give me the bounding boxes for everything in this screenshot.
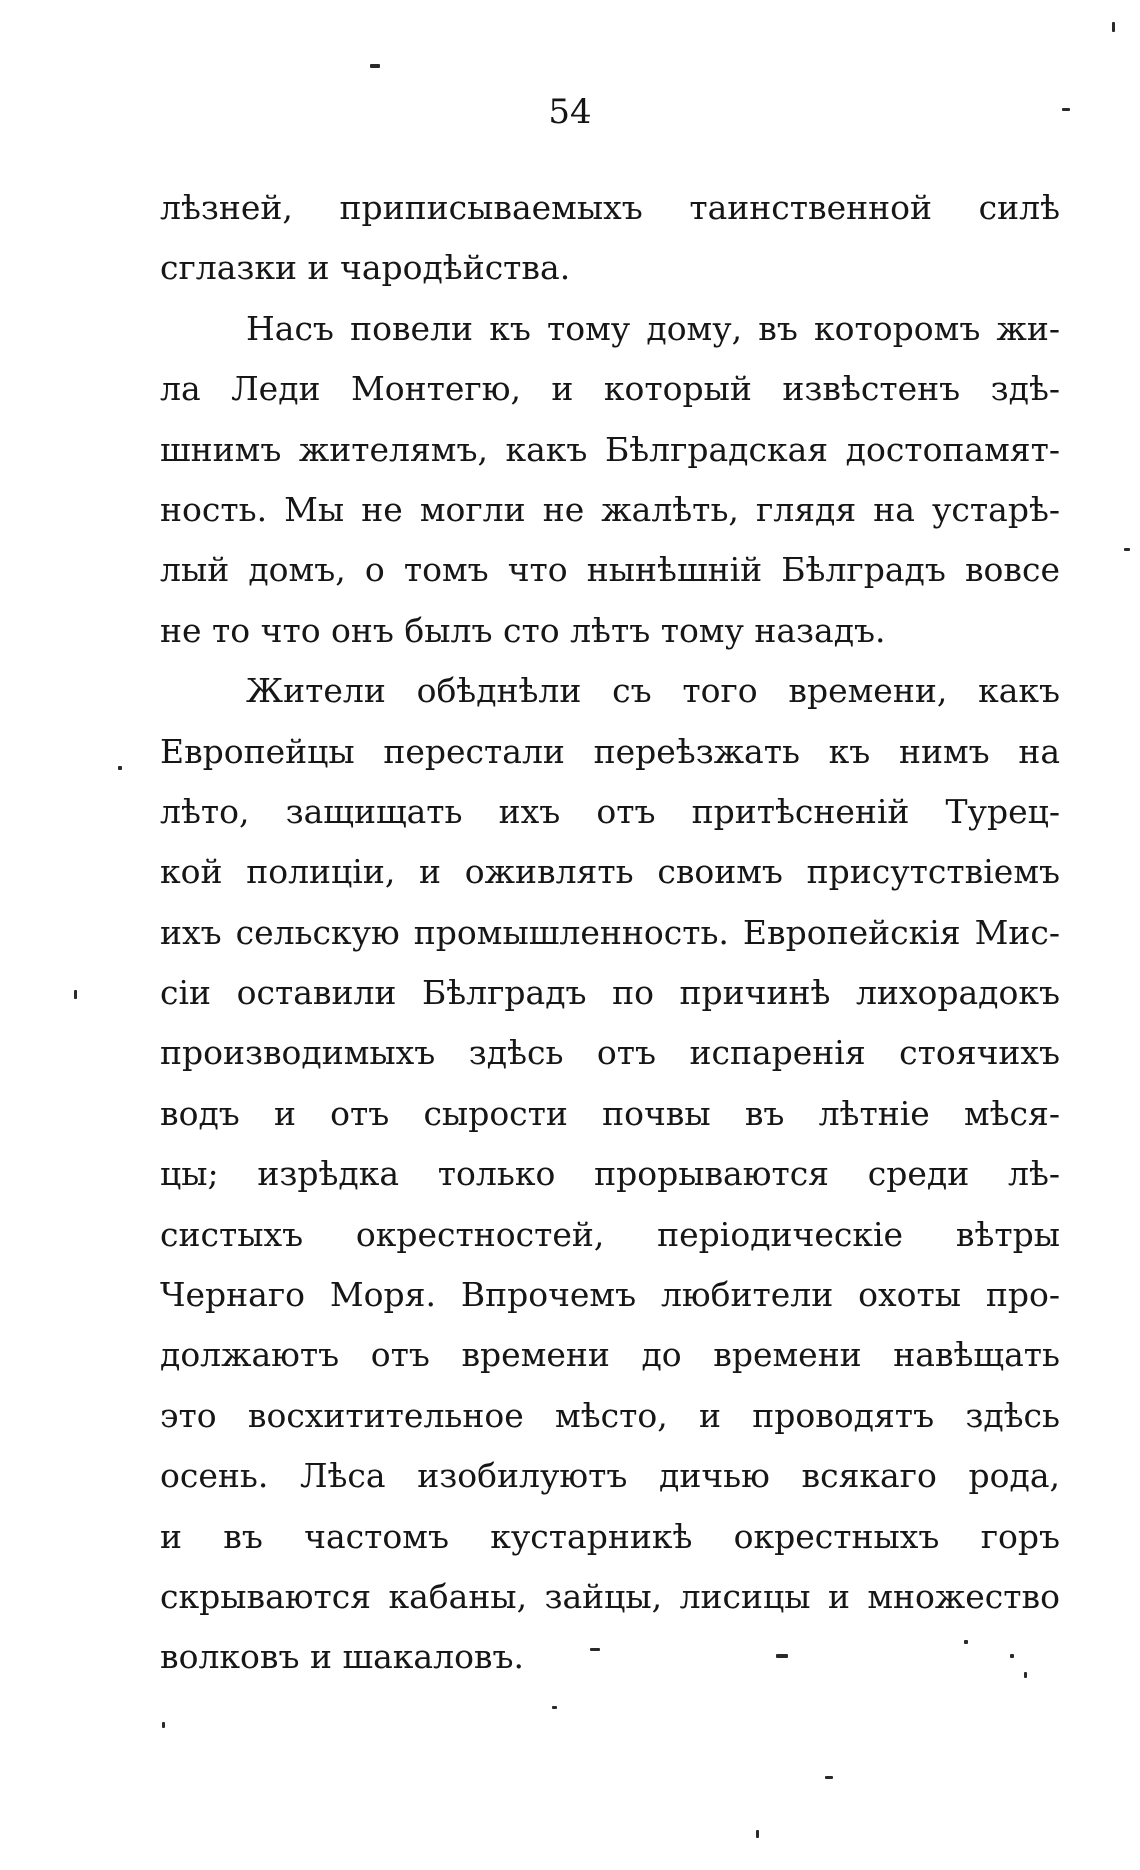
text-line: лѣто, защищать ихъ отъ притѣсненій Турец- [160,791,1060,831]
text-line: ла Леди Монтегю, и который извѣстенъ здѣ- [160,369,1060,409]
scan-speck [1112,22,1115,32]
text-line: кой полиціи, и оживлять своимъ присутствіемъ [160,852,1060,892]
text-line: Жители обѣднѣли съ того времени, какъ [246,671,1060,711]
scan-speck [552,1706,557,1709]
text-line: Чернаго Моря. Впрочемъ любители охоты про- [160,1275,1060,1315]
text-line: сглазки и чародѣйства. [160,248,571,288]
text-line: не то что онъ былъ сто лѣтъ тому назадъ. [160,610,886,650]
scan-speck [776,1654,788,1658]
text-line: осень. Лѣса изобилуютъ дичью всякаго рода, [160,1456,1060,1496]
scan-speck [162,1722,165,1728]
scan-speck [370,64,380,68]
text-line: лѣзней, приписываемыхъ таинственной силѣ [160,188,1060,227]
text-line: и въ частомъ кустарникѣ окрестныхъ горъ [160,1516,1060,1556]
text-line: Европейцы перестали переѣзжать къ нимъ на [160,731,1060,771]
scan-speck [964,1640,968,1644]
text-line: цы; изрѣдка только прорываются среди лѣ- [160,1154,1060,1194]
scan-speck [1124,548,1130,551]
scan-speck [590,1648,600,1651]
scan-speck [118,766,122,770]
text-line: волковъ и шакаловъ. [160,1637,524,1677]
page-number: 54 [548,92,592,132]
text-line: сіи оставили Бѣлградъ по причинѣ лихорадокъ [160,973,1060,1013]
scan-speck [756,1830,759,1838]
text-line: должаютъ отъ времени до времени навѣщать [160,1335,1060,1375]
text-line: это восхитительное мѣсто, и проводятъ здѣсь [160,1395,1060,1435]
scan-speck [1024,1672,1027,1678]
text-line: ихъ сельскую промышленность. Европейскія Мис- [160,912,1060,952]
text-line: ность. Мы не могли не жалѣть, глядя на устарѣ- [160,489,1060,529]
scan-speck [1062,108,1070,111]
scan-speck [825,1776,833,1779]
text-line: производимыхъ здѣсь отъ испаренія стоячихъ [160,1033,1060,1073]
scan-speck [74,990,77,999]
text-line: Насъ повели къ тому дому, въ которомъ жи- [246,308,1060,348]
scan-speck [1010,1654,1014,1658]
text-line: лый домъ, о томъ что нынѣшній Бѣлградъ вовсе [160,550,1060,590]
body-text [160,178,1060,1688]
text-line: систыхъ окрестностей, періодическіе вѣтры [160,1214,1060,1254]
text-line: шнимъ жителямъ, какъ Бѣлградская достопамят- [160,429,1060,469]
text-line: скрываются кабаны, зайцы, лисицы и множество [160,1576,1060,1616]
text-line: водъ и отъ сырости почвы въ лѣтніе мѣся- [160,1093,1060,1133]
